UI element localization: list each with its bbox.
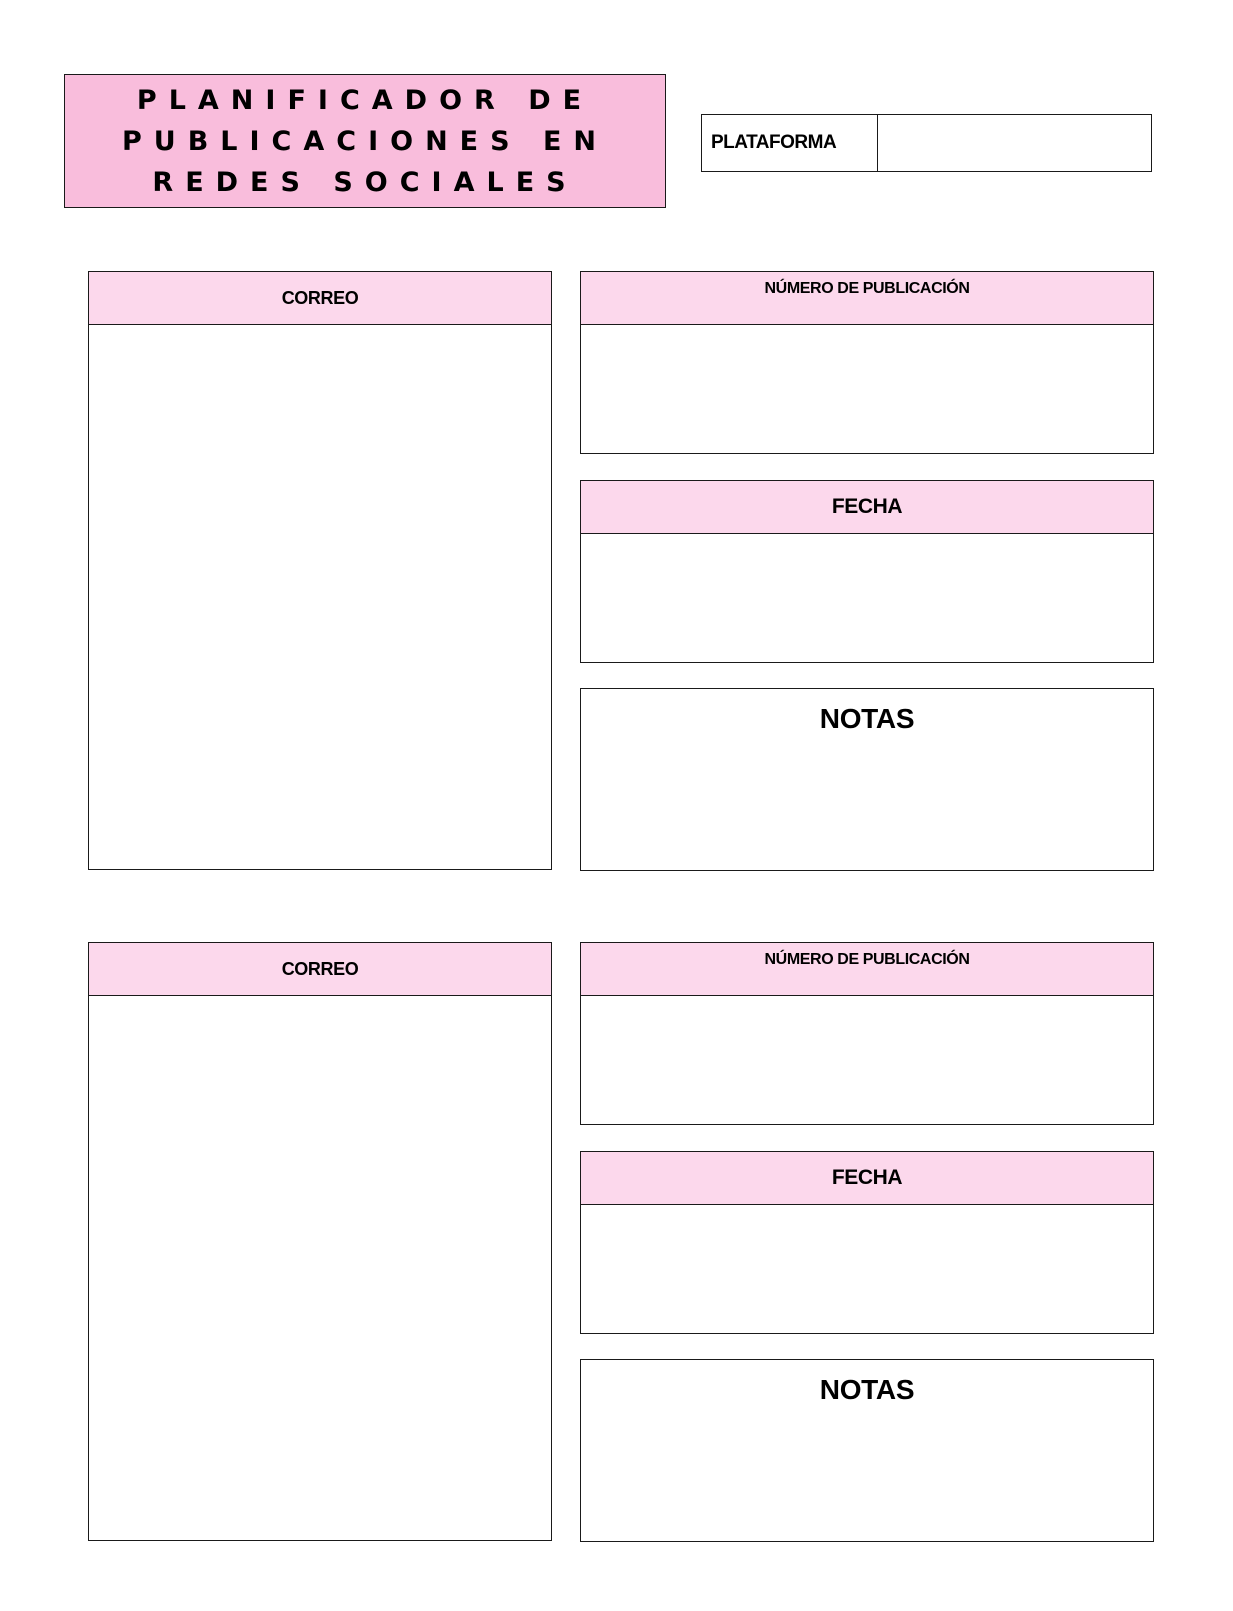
numero-header-2: NÚMERO DE PUBLICACIÓN: [581, 943, 1153, 996]
fecha-content-2[interactable]: [581, 1205, 1153, 1333]
fecha-content-1[interactable]: [581, 534, 1153, 662]
numero-content-1[interactable]: [581, 325, 1153, 453]
fecha-header-1: FECHA: [581, 481, 1153, 534]
numero-panel-2: [580, 942, 1154, 1125]
fecha-header-2: FECHA: [581, 1152, 1153, 1205]
notas-content-1[interactable]: [581, 735, 1153, 855]
title-line-3: REDES SOCIALES: [152, 166, 578, 198]
platform-field: [701, 114, 1152, 172]
platform-label: PLATAFORMA: [702, 115, 878, 171]
correo-panel-1: [88, 271, 552, 870]
correo-panel-2: [88, 942, 552, 1541]
numero-content-2[interactable]: [581, 996, 1153, 1124]
planner-title-box: [64, 74, 666, 208]
correo-content-1[interactable]: [89, 325, 551, 869]
correo-content-2[interactable]: [89, 996, 551, 1540]
notas-content-2[interactable]: [581, 1406, 1153, 1526]
platform-value-field[interactable]: [878, 115, 1151, 171]
notas-title-2: NOTAS: [819, 1374, 915, 1405]
numero-header-1: NÚMERO DE PUBLICACIÓN: [581, 272, 1153, 325]
title-line-1: PLANIFICADOR DE: [136, 84, 594, 116]
numero-panel-1: [580, 271, 1154, 454]
fecha-panel-2: [580, 1151, 1154, 1334]
notas-panel-2: [580, 1359, 1154, 1542]
notas-panel-1: [580, 688, 1154, 871]
correo-header-2: CORREO: [89, 943, 551, 996]
correo-header-1: CORREO: [89, 272, 551, 325]
notas-title-1: NOTAS: [819, 703, 915, 734]
fecha-panel-1: [580, 480, 1154, 663]
title-line-2: PUBLICACIONES EN: [122, 125, 608, 157]
